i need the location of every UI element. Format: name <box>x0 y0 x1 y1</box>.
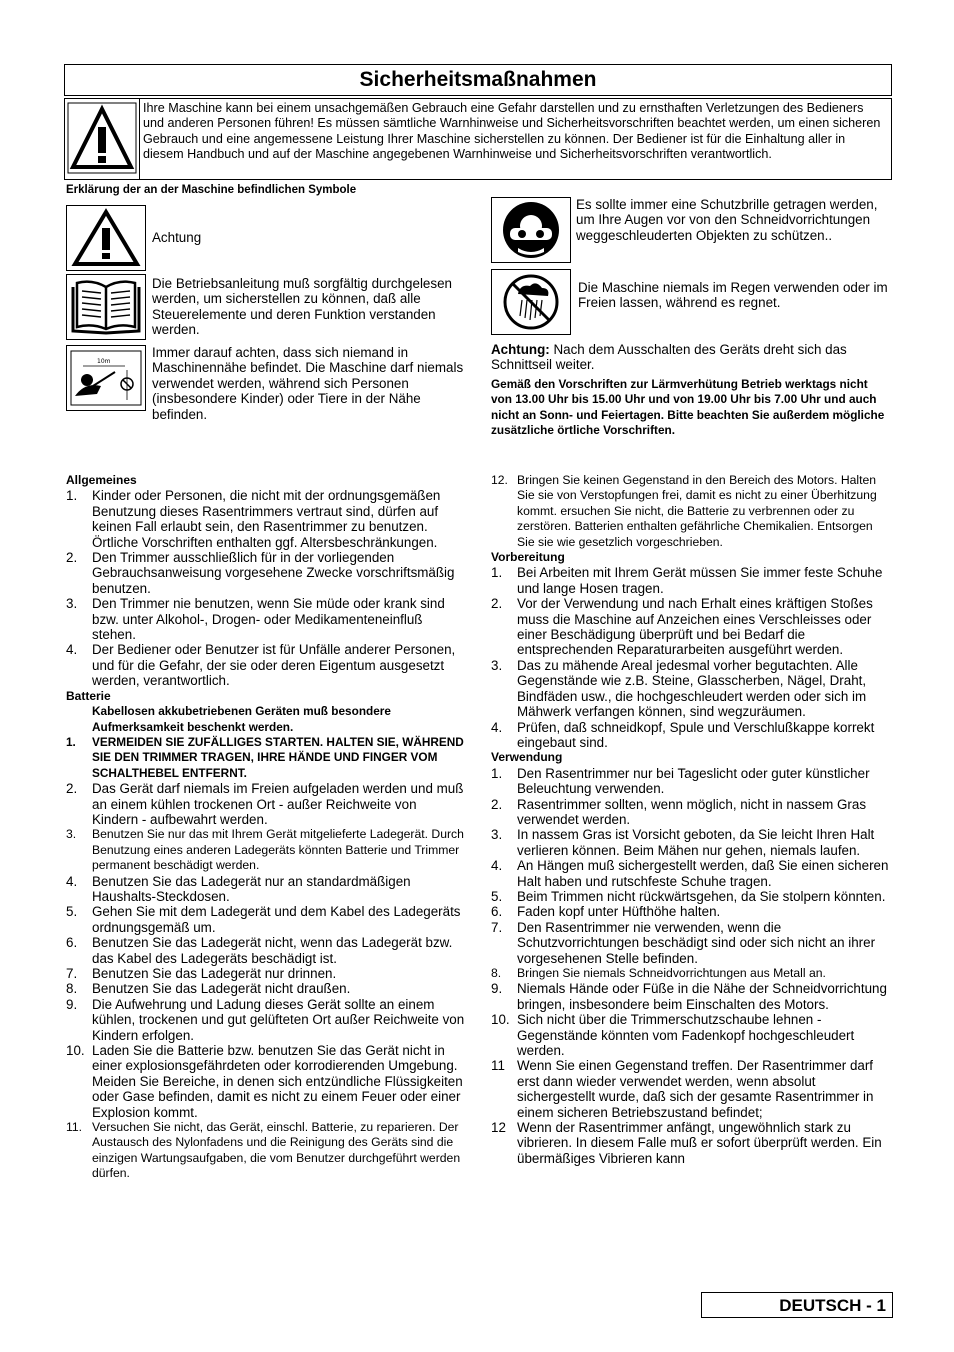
list-item <box>66 781 466 827</box>
rain-symbol-box <box>491 269 571 335</box>
list-item <box>491 966 891 981</box>
list-item-text: Benutzen Sie nur das mit Ihrem Gerät mitgelieferte Ladegerät. Durch Benutzung eines anderen Ladegeräts könnten Batterie und Trimmer permanent beschädigt werden. <box>92 827 464 873</box>
vorbereitung-list <box>491 565 891 750</box>
distance-text: Immer darauf achten, dass sich niemand in Maschinennähe befindet. Die Maschine darf niemals verwendet werden, während sich Personen (insbesondere Kinder) oder Tiere in der Nähe befinden. <box>152 345 464 422</box>
list-item-number: 12 <box>491 1120 506 1136</box>
list-item-number: 2. <box>491 796 503 812</box>
list-item-text: Faden kopf unter Hüfthöhe halten. <box>517 904 721 920</box>
list-item <box>66 1120 466 1182</box>
list-item-text: In nassem Gras ist Vorsicht geboten, da Sie leicht Ihren Halt verlieren können. Beim Mähen nur gehen, niemals laufen. <box>517 827 875 858</box>
list-item-text: Bringen Sie keinen Gegenstand in den Bereich des Motors. Halten Sie sie von Verstopfungen frei, damit es nicht zu einer Überhitzung kommt. ersuchen Sie nicht, die Batterie zu verbrennen oder zu zerstören. Batterien enthalten gefährliche Chemikalien. Entsorgen Sie sie wie gesetzlich vorgeschrieben. <box>517 473 877 549</box>
list-item-number: 7. <box>66 966 78 981</box>
warning-triangle-icon <box>65 99 139 179</box>
batterie-list <box>66 735 466 1182</box>
list-item-text: VERMEIDEN SIE ZUFÄLLIGES STARTEN. HALTEN SIE, WÄHREND SIE DEN TRIMMER TRAGEN, IHRE HÄNDE UND FINGER VOM SCHALTHEBEL ENTFERNT. <box>92 734 464 780</box>
page-footer: DEUTSCH - 1 <box>701 1292 893 1318</box>
list-item-text: Wenn Sie einen Gegenstand treffen. Der Rasentrimmer darf erst dann wieder verwendet werden, wenn absolut sichergestellt wurde, daß sich der gesamte Rasentrimmer in einem sicheren Betriebszustand befindet; <box>517 1058 874 1120</box>
list-item-text: Bringen Sie niemals Schneidvorrichtungen aus Metall an. <box>517 966 826 980</box>
verwendung-heading: Verwendung <box>491 750 563 765</box>
list-item-text: Wenn der Rasentrimmer anfängt, ungewöhnlich stark zu vibrieren. In diesem Falle muß er sofort überprüft werden. Ein übermäßiges Vibrieren kann <box>517 1120 882 1166</box>
vorbereitung-heading: Vorbereitung <box>491 550 565 565</box>
list-item-text: Das zu mähende Areal jedesmal vorher begutachten. Alle Gegenstände wie z.B. Steine, Glasscherben, Nägel, Draht, Bindfäden usw., die hochgeschleudert werden oder sich im Mähwerk verfangen können, sind wegzuräumen. <box>517 657 867 720</box>
list-item <box>491 858 891 889</box>
list-item-number: 6. <box>66 935 78 951</box>
list-item-text: Der Bediener oder Benutzer ist für Unfälle anderer Personen, und für die Gefahr, der sie oder deren Eigentum ausgesetzt werden, verantwortlich. <box>92 642 456 689</box>
list-item-number: 2. <box>491 596 503 612</box>
distance-label: 10m <box>97 358 111 365</box>
list-item <box>491 981 891 1012</box>
goggles-text: Es sollte immer eine Schutzbrille getragen werden, um Ihre Augen vor von den Schneidvorrichtungen weggeschleuderten Objekten zu schützen.. <box>576 197 878 243</box>
list-item-number: 10. <box>491 1012 510 1028</box>
keep-distance-icon <box>67 346 145 410</box>
batterie-intro: Kabellosen akkubetriebenen Geräten muß besondere Aufmerksamkeit beschenkt werden. <box>92 704 391 734</box>
list-item-text: Benutzen Sie das Ladegerät nicht draußen. <box>92 981 351 997</box>
list-item-number: 4. <box>491 719 503 735</box>
list-item <box>491 658 891 720</box>
manual-symbol-box <box>66 274 146 340</box>
list-item-number: 6. <box>491 904 503 920</box>
list-item <box>66 981 466 996</box>
list-item-number: 4. <box>66 873 78 889</box>
list-item-number: 1. <box>66 488 78 504</box>
list-item-number: 1. <box>491 565 503 581</box>
list-item <box>66 550 466 596</box>
batterie-heading: Batterie <box>66 688 111 703</box>
list-item <box>491 797 891 828</box>
rain-text: Die Maschine niemals im Regen verwenden oder im Freien lassen, während es regnet. <box>578 280 888 311</box>
goggles-symbol-box <box>491 197 571 263</box>
list-item-text: Benutzen Sie das Ladegerät nur an standardmäßigen Haushalts-Steckdosen. <box>92 873 411 904</box>
list-item-number: 9. <box>491 981 503 997</box>
list-item <box>66 1043 466 1120</box>
allgemeines-heading: Allgemeines <box>66 473 137 487</box>
list-item-number: 5. <box>491 888 503 904</box>
list-item-text: Das Gerät darf niemals im Freien aufgeladen werden und muß an einem kühlen trockenen Ort - außer Reichweite von Kindern - aufbewahrt werden. <box>92 781 464 827</box>
list-item <box>491 596 891 658</box>
list-item <box>66 596 466 642</box>
list-item-number: 3. <box>491 827 503 843</box>
list-item-text: An Hängen muß sichergestellt werden, daß Sie einen sicheren Halt haben und rutschfeste Schuhe tragen. <box>517 858 889 889</box>
left-column <box>66 473 466 1182</box>
list-item <box>491 1012 891 1058</box>
list-item <box>491 720 891 751</box>
list-item-number: 2. <box>66 781 78 797</box>
list-item-number: 1. <box>491 765 503 781</box>
allgemeines-list <box>66 488 466 688</box>
list-item-text: Versuchen Sie nicht, das Gerät, einschl. Batterie, zu reparieren. Der Austausch des Nylonfadens und die Reinigung des Geräts sind die einzigen Wartungsaufgaben, die vom Benutzer durchgeführt werden dürfen. <box>92 1120 461 1181</box>
list-item-text: Vor der Verwendung und nach Erhalt eines kräftigen Stoßes muss die Maschine auf Anzeichen eines Verschleisses oder einer Beschädigung überprüft und bei Bedarf die entsprechenden Reparaturarbeiten ausgeführt werden. <box>517 596 873 658</box>
list-item <box>491 920 891 966</box>
list-item-number: 3. <box>491 657 503 673</box>
list-item-number: 11 <box>491 1058 505 1074</box>
list-item-text: Niemals Hände oder Füße in die Nähe der Schneidvorrichtung bringen, insbesondere beim Einschalten des Motors. <box>517 981 887 1012</box>
list-item-number: 8. <box>491 966 502 980</box>
list-item <box>491 889 891 904</box>
list-item <box>491 1120 891 1166</box>
after-stop-text: Nach dem Ausschalten des Geräts dreht sich das Schnittseil weiter. <box>491 342 847 373</box>
warning-icon-cell <box>65 99 140 179</box>
intro-text: Ihre Maschine kann bei einem unsachgemäßen Gebrauch eine Gefahr darstellen und zu ernsthaften Verletzungen des Bedieners und anderen Personen führen! Es müssen sämtliche Warnhinweise und Sicherheitsvorschriften beachtet werden, um einen sicheren Gebrauch und eine angemessene Leistung Ihrer Maschine sicherstellen zu können. Der Bediener ist für die Einhaltung aller in diesem Handbuch und auf der Maschine angegebenen Warnhinweise und Sicherheitsvorschriften verantwortlich. <box>143 101 881 162</box>
safety-goggles-icon <box>492 198 570 262</box>
list-item-number: 4. <box>66 642 78 658</box>
list-item-text: Benutzen Sie das Ladegerät nur drinnen. <box>92 966 337 981</box>
list-item-number: 2. <box>66 550 78 566</box>
list-item <box>491 904 891 919</box>
list-item-number: 5. <box>66 904 78 920</box>
list-item-number: 4. <box>491 858 503 874</box>
list-item <box>491 565 891 596</box>
warning-triangle-icon <box>67 206 145 270</box>
no-rain-icon <box>492 270 570 334</box>
list-item-number: 1. <box>66 734 76 749</box>
list-item-number: 3. <box>66 827 77 842</box>
list-item-number: 9. <box>66 996 78 1012</box>
distance-symbol-box <box>66 345 146 411</box>
open-book-icon <box>67 275 145 339</box>
list-item <box>66 488 466 550</box>
achtung-label: Achtung <box>152 230 202 245</box>
list-item-text: Den Rasentrimmer nur bei Tageslicht oder guter künstlicher Beleuchtung verwenden. <box>517 765 870 797</box>
list-item-number: 3. <box>66 596 78 612</box>
list-item <box>491 827 891 858</box>
list-item <box>66 642 466 688</box>
intro-warning-box <box>64 98 892 180</box>
list-item <box>491 473 891 550</box>
after-stop-label: Achtung: <box>491 342 550 357</box>
list-item-text: Den Rasentrimmer nie verwenden, wenn die Schutzvorrichtungen beschädigt sind oder sich nicht an ihrer vorgesehenen Stelle befinden. <box>517 919 876 966</box>
list-item-text: Gehen Sie mit dem Ladegerät und dem Kabel des Ladegeräts ordnungsgemäß um. <box>92 904 461 935</box>
page-title: Sicherheitsmaßnahmen <box>64 64 892 96</box>
noise-regulation-note: Gemäß den Vorschriften zur Lärmverhütung Betrieb werktags nicht von 13.00 Uhr bis 15.00 Uhr und von 19.00 Uhr bis 7.00 Uhr und auch nicht an Sonn- und Feiertagen. Bitte beachten Sie außerdem mögliche zusätzliche örtliche Vorschriften. <box>491 377 885 438</box>
list-item-text: Kinder oder Personen, die nicht mit der ordnungsgemäßen Benutzung dieses Rasentrimmers vertraut sind, dürfen auf keinen Fall erlaubt sein, den Rasentrimmer zu benutzen. Örtliche Vorschriften enthalten ggf. Altersbeschränkungen. <box>92 488 441 550</box>
list-item-text: Beim Trimmen nicht rückwärtsgehen, da Sie stolpern könnten. <box>517 888 886 904</box>
list-item-text: Prüfen, daß schneidkopf, Spule und Verschlußkappe korrekt eingebaut sind. <box>517 719 875 750</box>
list-item <box>491 1058 891 1120</box>
list-item-text: Benutzen Sie das Ladegerät nicht, wenn das Ladegerät bzw. das Kabel des Ladegeräts beschädigt ist. <box>92 935 453 966</box>
list-item <box>66 997 466 1043</box>
list-item-number: 7. <box>491 919 503 935</box>
list-item-text: Rasentrimmer sollten, wenn möglich, nicht in nassem Gras verwendet werden. <box>517 796 867 827</box>
after-stop-note <box>491 342 891 373</box>
list-item-text: Sich nicht über die Trimmerschutzschaube lehnen - Gegenstände könnten vom Fadenkopf hochgeschleudert werden. <box>517 1012 855 1059</box>
list-item-number: 11. <box>66 1120 83 1135</box>
list-item-text: Laden Sie die Batterie bzw. benutzen Sie das Gerät nicht in einer explosionsgefährdeten oder korrodierenden Umgebung. Meiden Sie Bereiche, in denen sich entzündliche Flüssigkeiten oder Gase befinden, damit es nicht zu einem Feuer oder einer Explosion kommt. <box>92 1043 463 1120</box>
list-item <box>491 766 891 797</box>
list-item-text: Den Trimmer nie benutzen, wenn Sie müde oder krank sind bzw. unter Alkohol-, Drogen- oder Medikamenteneinfluß stehen. <box>92 596 445 643</box>
achtung-symbol-box <box>66 205 146 271</box>
list-item-number: 8. <box>66 981 78 997</box>
list-item-number: 12. <box>491 473 508 487</box>
list-item <box>66 827 466 873</box>
list-item <box>66 735 466 781</box>
list-item <box>66 966 466 981</box>
list-item <box>66 904 466 935</box>
list-item <box>66 935 466 966</box>
list-item-text: Die Aufwehrung und Ladung dieses Gerät sollte an einem kühlen, trockenen und gut gelüfteten Ort außer Reichweite von Kindern erfolgen. <box>92 996 465 1043</box>
symbols-heading: Erklärung der an der Maschine befindlichen Symbole <box>66 184 357 196</box>
list-item-text: Den Trimmer ausschließlich für in der vorliegenden Gebrauchsanweisung vorgesehene Zwecke vorschriftsmäßig benutzen. <box>92 550 455 596</box>
right-column <box>491 473 891 1166</box>
list-item <box>66 874 466 905</box>
list-item-number: 10. <box>66 1043 85 1059</box>
verwendung-list <box>491 766 891 1167</box>
manual-text: Die Betriebsanleitung muß sorgfältig durchgelesen werden, um sicherstellen zu können, daß alle Steuerelemente und deren Funktion verstanden werden. <box>152 276 452 338</box>
list-item-text: Bei Arbeiten mit Ihrem Gerät müssen Sie immer feste Schuhe und lange Hosen tragen. <box>517 565 883 596</box>
batterie-list-continued <box>491 473 891 550</box>
